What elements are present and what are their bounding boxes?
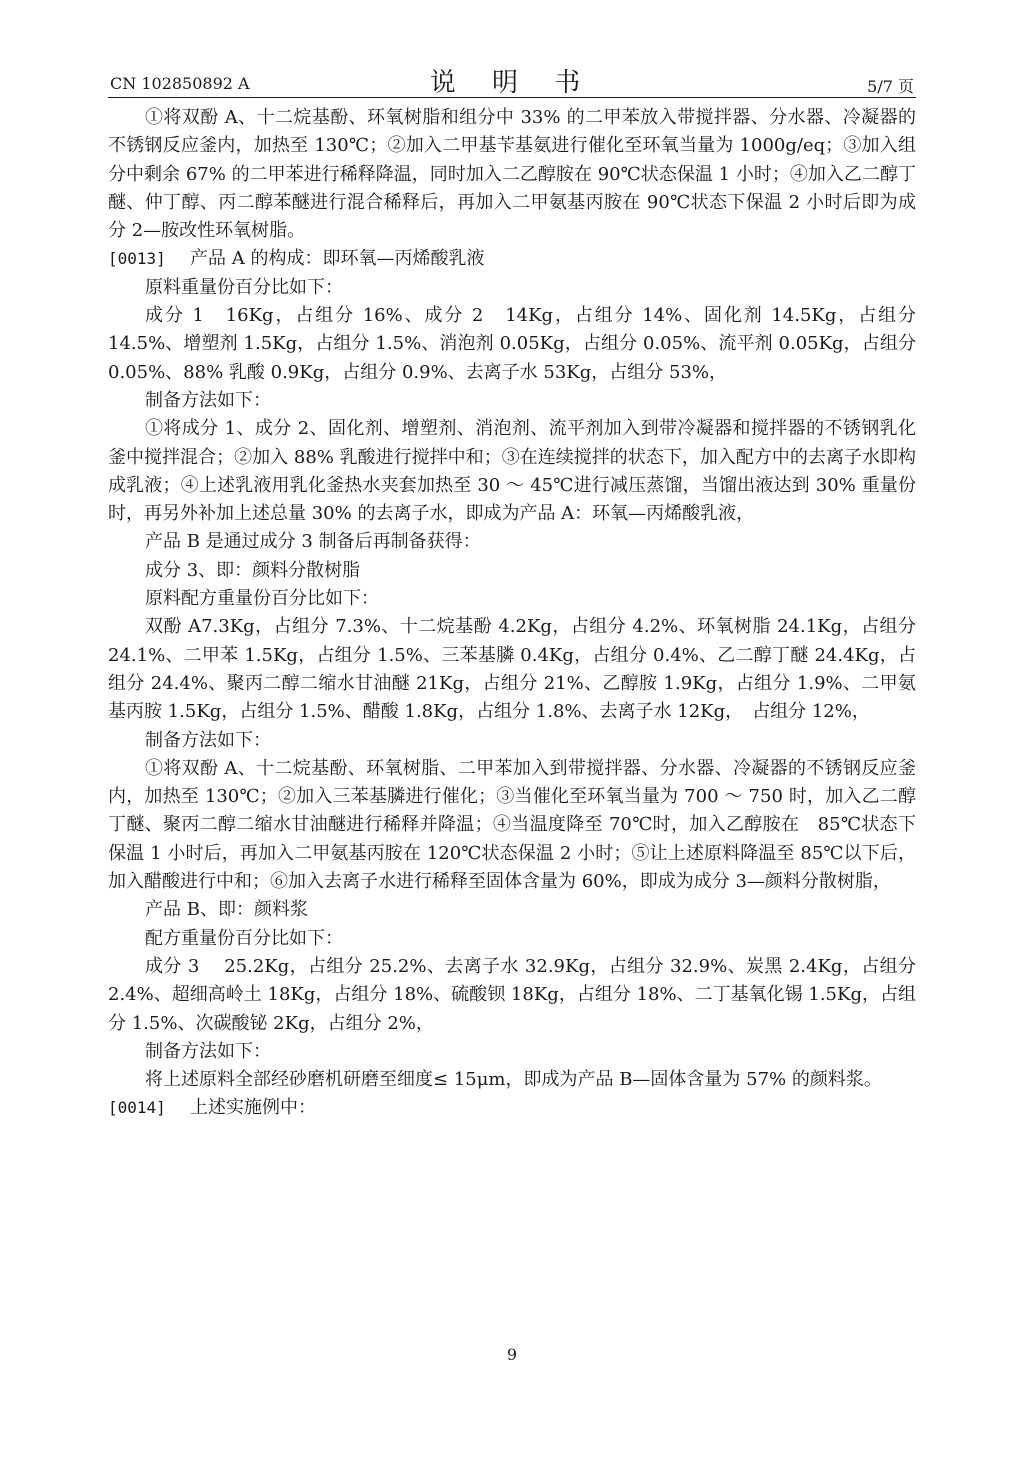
- paragraph: 产品 B 是通过成分 3 制备后再制备获得：: [145, 531, 481, 553]
- paragraph: ①将双酚 A、十二烷基酚、环氧树脂和组分中 33% 的二甲苯放入带搅拌器、分水器、冷凝器的不锈钢反应釜内，加热至 130℃；②加入二甲基苄基氨进行催化至环氧当量为 1000g/eq；③加入组分中剩余 67% 的二甲苯进行稀释降温，同时加入二乙醇胺在 90℃状态保温 1 小时；④加入乙二醇丁醚、仲丁醇、丙二醇苯醚进行混合稀释后，再加入二甲氨基丙胺在 90℃状态下保温 2 小时后即为成分 2—胺改性环氧树脂。: [108, 107, 916, 242]
- paragraph: ①将双酚 A、十二烷基酚、环氧树脂、二甲苯加入到带搅拌器、分水器、冷凝器的不锈钢反应釜内，加热至 130℃；②加入三苯基膦进行催化；③当催化至环氧当量为 700 ～ 750 时，加入乙二醇丁醚、聚丙二醇二缩水甘油醚进行稀释并降温；④当温度降至 70℃时，加入乙醇胺在 85℃状态下保温 1 小时后，再加入二甲氨基丙胺在 120℃状态保温 2 小时；⑤让上述原料降温至 85℃以下后，加入醋酸进行中和；⑥加入去离子水进行稀释至固体含量为 60%，即成为成分 3—颜料分散树脂，: [108, 757, 916, 893]
- paragraph-number: [0014]: [108, 1098, 166, 1118]
- paragraph: ①将成分 1、成分 2、固化剂、增塑剂、消泡剂、流平剂加入到带冷凝器和搅拌器的不锈钢乳化釜中搅拌混合；②加入 88% 乳酸进行搅拌中和；③在连续搅拌的状态下，加入配方中的去离子水即构成乳液；④上述乳液用乳化釜热水夹套加热至 30 ～ 45℃进行减压蒸馏，当馏出液达到 30% 重量份时，再另外补加上述总量 30% 的去离子水，即成为产品 A：环氧—丙烯酸乳液，: [108, 418, 916, 525]
- paragraph: 成分 3、即：颜料分散树脂: [145, 559, 361, 581]
- paragraph: 原料重量份百分比如下：: [145, 276, 343, 298]
- paragraph: 成分 3 25.2Kg，占组分 25.2%、去离子水 32.9Kg，占组分 32.9%、炭黑 2.4Kg，占组分 2.4%、超细高岭土 18Kg，占组分 18%、硫酸钡 18Kg，占组分 18%、二丁基氧化锡 1.5Kg，占组分 1.5%、次碳酸铋 2Kg，占组分 2%，: [108, 955, 916, 1034]
- paragraph-0013: [108, 245, 916, 273]
- header-divider: [108, 97, 916, 98]
- paragraph-0014: [108, 1094, 916, 1122]
- page-body: [108, 104, 916, 1123]
- paragraph: 成分 1 16Kg，占组分 16%、成分 2 14Kg，占组分 14%、固化剂 14.5Kg，占组分 14.5%、增塑剂 1.5Kg，占组分 1.5%、消泡剂 0.05Kg，占组分 0.05%、流平剂 0.05Kg，占组分 0.05%、88% 乳酸 0.9Kg，占组分 0.9%、去离子水 53Kg，占组分 53%，: [108, 305, 916, 383]
- paragraph: 配方重量份百分比如下：: [145, 927, 343, 949]
- document-type-title: 说 明 书: [429, 68, 595, 98]
- paragraph-number: [0013]: [108, 249, 166, 269]
- paragraph: 双酚 A7.3Kg，占组分 7.3%、十二烷基酚 4.2Kg，占组分 4.2%、环氧树脂 24.1Kg，占组分 24.1%、二甲苯 1.5Kg，占组分 1.5%、三苯基膦 0.4Kg，占组分 0.4%、乙二醇丁醚 24.4Kg，占组分 24.4%、聚丙二醇二缩水甘油醚 21Kg，占组分 21%、乙醇胺 1.9Kg，占组分 1.9%、二甲氨基丙胺 1.5Kg，占组分 1.5%、醋酸 1.8Kg，占组分 1.8%、去离子水 12Kg， 占组分 12%，: [108, 616, 916, 723]
- page-indicator: 5/7 页: [867, 77, 914, 96]
- patent-number: CN 102850892 A: [110, 74, 250, 93]
- paragraph: 原料配方重量份百分比如下：: [145, 588, 379, 610]
- paragraph: 制备方法如下：: [145, 389, 271, 411]
- paragraph: 产品 B、即：颜料浆: [145, 899, 308, 921]
- page-header: [0, 0, 1024, 100]
- page-number: 9: [506, 1345, 518, 1364]
- paragraph: 将上述原料全部经砂磨机研磨至细度≤ 15μm，即成为产品 B—固体含量为 57% 的颜料浆。: [145, 1069, 882, 1091]
- paragraph-text: 产品 A 的构成：即环氧—丙烯酸乳液: [190, 248, 485, 270]
- paragraph-text: 上述实施例中：: [190, 1097, 316, 1119]
- paragraph: 制备方法如下：: [145, 1040, 271, 1062]
- paragraph: 制备方法如下：: [145, 729, 271, 751]
